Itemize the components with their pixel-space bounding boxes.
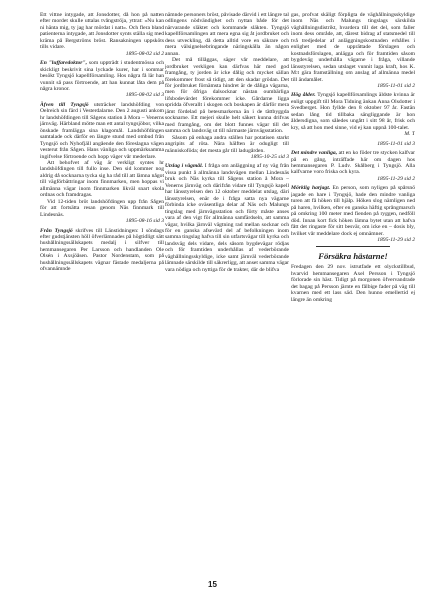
- article-heading: Mörklig harjagt.: [291, 185, 331, 192]
- article-text: Såsom på enhaga andra ställen har potatisen starkt angripits af röta. Nära hälften är odugligt till människoföda; det mesta går till ladugården.: [165, 134, 289, 154]
- article-heading: Äfven till Tyngsjö: [40, 101, 89, 108]
- article-date: 1895-08-16 sid 3: [125, 218, 164, 225]
- article-heading: Hög ålder.: [291, 92, 316, 99]
- article-text: I fråga om anläggning af ny väg från vissa punkt å allmänna landsvägen mellan Lindesnäs bruk och Näs kyrka till Sågens station å Mora – Venerns järnväg och därifrån vidare till Tyngsjö kapell har länsstyrelsen den 12 oktober meddelat utslag, däri länsstyrelsen, enär de i fråga satta nya vägarne förbinda icke oväsentliga delar af Näs och Malungs tingslag med järnvägsstation och förty måste anses vara af den vigt för allmänna samfärdseln, att samma vägar, hvilka järnväl vägtning rad mellan socknar och för en ganska afsevärd del af befolkningen inom samma tingslag hafva till sin utfartsvägar till kyrka och landsväg dels vidare, dels såsom bygdevägar rödjas och för framtiden underhållas af vederbörande väghållningsskyldige, icke samt järnväl vederbörande lämnade särskilde till säkrerligg, att anset samma vägar vara nödiga och nyttiga för de trakter, där de blifva: [165, 163, 289, 273]
- article-date: 1895-11-01 sid 3: [377, 140, 415, 147]
- article: [165, 163, 289, 273]
- article-date: 1895-11-29 sid 2: [377, 236, 415, 243]
- article-heading: Från Tyngsjö: [40, 227, 73, 234]
- page-number: 15: [208, 580, 217, 589]
- article-signature: M. T: [404, 131, 415, 138]
- article-text: En person, som nyligen på spårsnö jagade en hare i Tyngsjö, hade den mindre vanliga turen att få höken till hjälp. Höken slog nämligen ned på haren, hvilken, efter en ganska häftig språngmarsch på omkring 100 meter med fienden på ryggen, nedföll död. Innan kort fick höken lämna bytet utan att hafva fått det ringaste för sitt besvär, om icke en – dosis bly, hvilket vår meddelare dock ej omnämner.: [291, 185, 415, 237]
- article-text: Vid 12-tiden bröt landshöfdingen upp från Sågen för att fortsätta resan genom Näs finnmark till Lindesnäs.: [40, 198, 164, 218]
- article-text: Tyngsjö kapellförsamlings äldste kvinna är enligt uppgift till Mora Tidning änkan Anna Olsdotter i Svedberget. Hon fyllde den 8 oktober 97 år. Fastän sedan lång tid tillbaka sängliggande är hon åldersdigna, som således ungått i sitt 98 år, frisk och kry, så att hon med sinne, vid ej kan uppnå 100-talet.: [291, 92, 415, 131]
- article-text: Ett vittne intygade, att Jonsdotter, då hon på natten efter mordet skulle uttalas tvångströja, yttrat: »Nu kan ni hänta mig, ty jag har mördat i natt». Och flera bland patienterna intygade, att Jonsdotter synts ställa sig med kräma på Bergströms bröst. Ransakningen uppsköts tills vidare.: [40, 12, 164, 51]
- article-text: Det må tillåggas, säger vår meddelare, att jordbruket verkligen kan därfvas här med god framgång, ty jorden är icke dålig och mycket sällan förekommer frost så tidigt, att den skadar grödan. Det för jordbruket förnämsta hindret är de dåliga vägarna, men för öfriga dalsocknar nästan oumbärliga lifsbodevärdet förekommer icke. Gårdarne ligga spridda öfverallt i skogen och boskapen är därför mera jämt fördelad på betesmarkerna än i de tättbyggda socknarne. Ett mejeri skulle helt säkert kunna drifvas med framgång, om det blott funnes vägar till det samma och landsväg ut till närmaste järnvägsstation.: [165, 57, 289, 135]
- article-text: utsträcker landshöfding von Oelreich sin färd i Vesterdalarne. Den 2 augusti ankom hr landshöfdingen till Sågens station å Mora – Venerns järnväg. Härbland mötte man ett antal tyngsjöbor, vilka önskade framlägga sina klagomål. Landshöfdingen samtalade ock därför en längre stund med ombud från Tyngsjö och Nyhofjäll angående den föreslagna vägen vesterut från Sågen. Hans vänliga och uppmärksamma ingifvelse förtroende och hopp väger vår mederlare.: [40, 101, 164, 160]
- article-text: som uppträdt i studentmössa och skickligt beskrivit sina lyckade kurer, har i sommar besökt Tyngsjö kapellförsamling. Hos några få lär han vunnit så pass förtroende, att han kunnat låta dem på några kronor.: [40, 60, 164, 92]
- article-text: att en ko föder tre stycken kalfvar på en gång, inträffade här om dagen hos hemmansegaren P. Ludv. Skålberg i Tyngsjö. Alla kalfvarne voro friska och kyra.: [291, 150, 415, 176]
- article-heading: En "luffaredoktor",: [40, 60, 87, 67]
- article-title: Försäkra hästarne!: [318, 251, 388, 262]
- article-text: Fredagen den 29 nov. istrutfade ett olyckstillbud, hvarvid hemmansegaren Axel Persson i Tyngsjö förlorade sin häst. Tidigt på morgonen öfvervandrade det bagag på Persson järnte en fålbige fader på väg till kvarnen med ett lass säd. Den hunno emellertid ej längre än omkring: [291, 264, 415, 303]
- article: [291, 185, 415, 237]
- article: [291, 92, 415, 131]
- article-date: 1895-08-02 sid 2: [125, 50, 164, 57]
- article-date: 1895-10-25 sid 3: [250, 153, 289, 160]
- article-date: 1895-11-01 sid 2: [377, 82, 415, 89]
- article-date: 1895-11-29 sid 2: [377, 175, 415, 182]
- article: [40, 60, 164, 92]
- column-right: [291, 12, 415, 572]
- article: [40, 102, 164, 160]
- article: [40, 228, 164, 273]
- article-date: 1895-08-02 sid 3: [125, 92, 164, 99]
- article-heading: Det mindre vanliga,: [291, 150, 338, 157]
- article: [291, 150, 415, 176]
- article-text: Att behofvet af väg är verkligt syntes hr landshöfdingen till fullo inse. Den sid kommer nog aldrig då socknarna tycka sig ha råd till att lämna något till vägförbättringar inom finnmarken, men hoppas vi allmänna vägar inom finnmarken likväl snart skola ordnas och framdragas.: [40, 159, 164, 199]
- article-text: gas, profvat skäligt förpligta de väghållningsskyldige inom Näs och Malungs tingslags särskilda väghållningsdistrikt, hvardera till det del, som faller inom dess område, att, därest bidrag af statsmedel till två tredjedelar af anläggningskostnaden erhålles i enlighet med de upprättade förslagen och kostnadsförslagen, anlägga och för framtiden såsom bygdeväg underhålla vägarne i fråga, villande länsstyrelsen, sedan utslaget vunnit laga kraft, hos K. M:t gära framställning om anslag af allmänna medel till ändamålet.: [291, 12, 415, 83]
- article-text: skrifves till Länstidningen: I söndags efter gudstjänsten höll öfverlämnades på högtidligt sätt hushållningssällskapets medalj i silfver till hemmansegaren Per Larsson och handlanden Ole Olsén i Axsjöåsen. Pastor Nordenstam, som på hushållningssällskapets vägnar fästade medaljerna på ofvannämnde: [40, 227, 164, 273]
- column-left: [40, 12, 164, 572]
- article-text: nämnde personers bröst, påvisade därvid i ett längre tal odlingens nödvändighet och nyttan både för det närvarande släktet och kommande släkten. Tyngsjö kapellförsamlingen att mera egna sig åt jordbruket och dess utveckling, då detta alltid vore en säkrare och mera välsignelsebringande näringskälla än någon annan.: [165, 12, 289, 57]
- divider: [316, 246, 390, 247]
- column-middle: [165, 12, 289, 572]
- article-heading: Utslag i vägmål.: [165, 163, 204, 170]
